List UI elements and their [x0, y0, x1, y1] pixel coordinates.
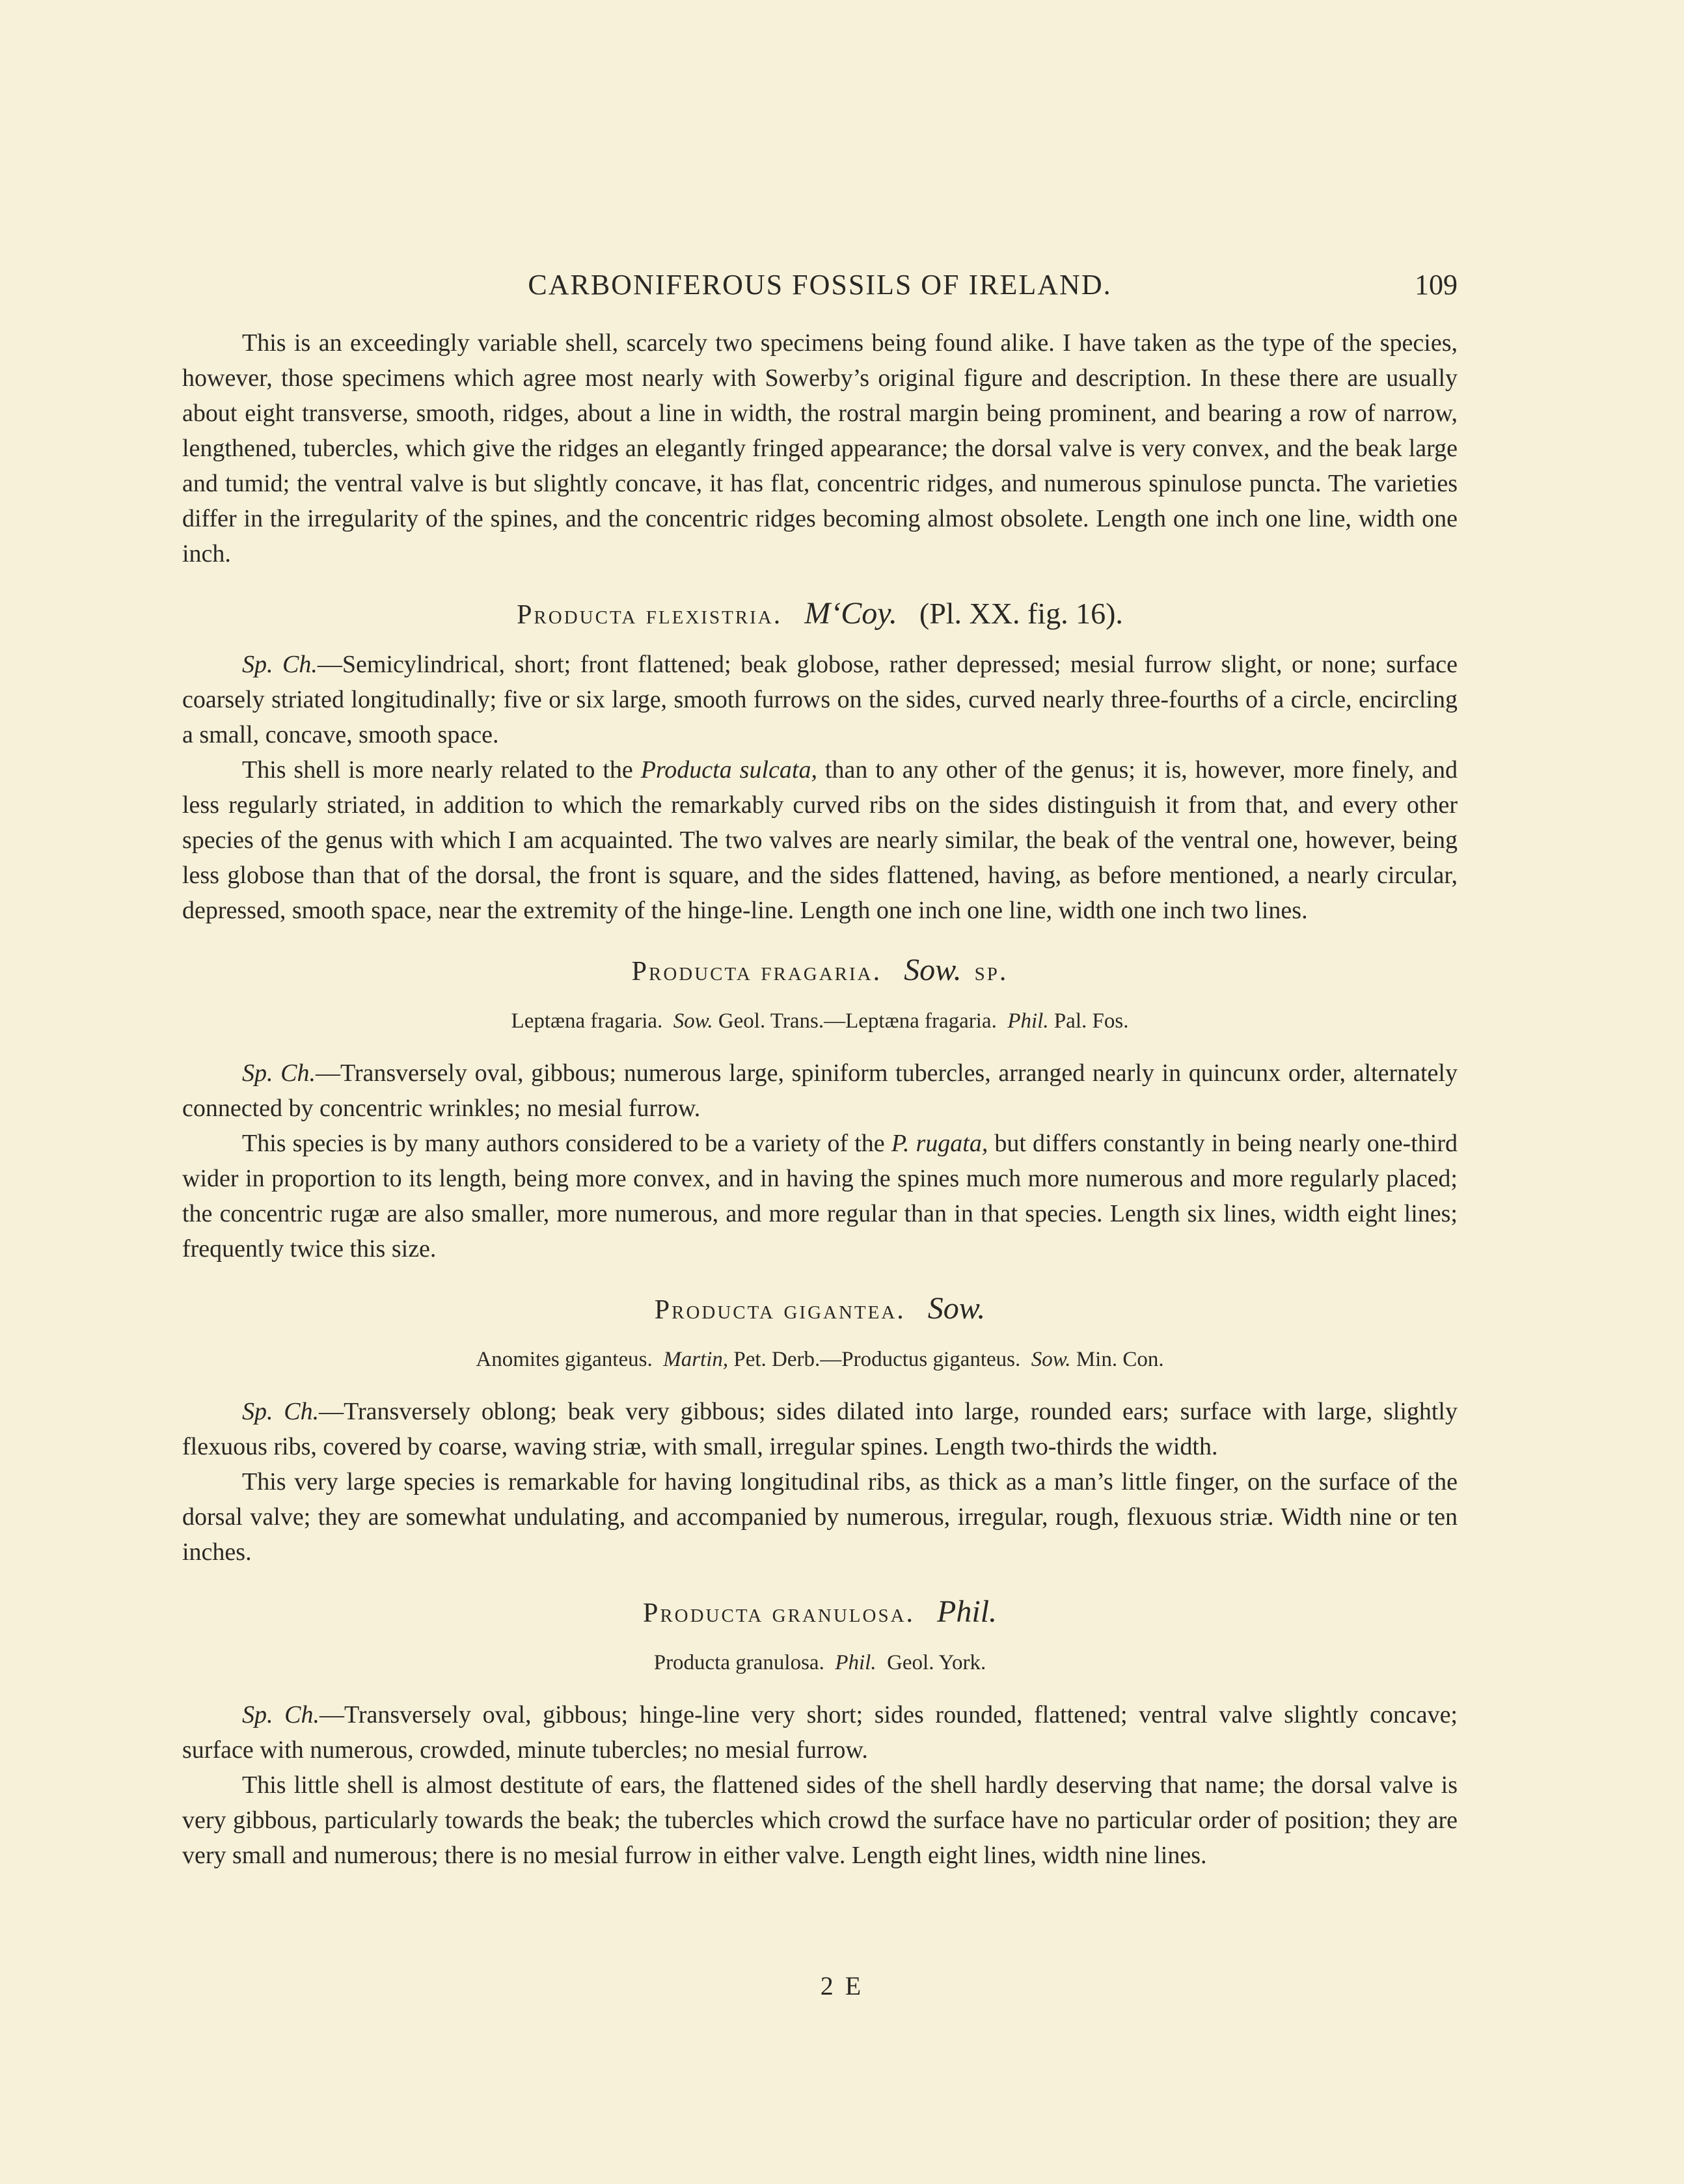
plate-reference: (Pl. XX. fig. 16).	[919, 597, 1123, 630]
species-reference: Producta sulcata,	[640, 756, 817, 784]
synonym-author: Martin,	[663, 1348, 729, 1371]
sp-ch-label: Sp. Ch.	[242, 651, 318, 678]
species-author: Phil.	[937, 1594, 998, 1629]
sp-ch-text: —Transversely oval, gibbous; numerous large, spiniform tubercles, arranged nearly in quincunx order, alternately connected by concentric wrinkles; no mesial furrow.	[182, 1059, 1458, 1122]
specific-character-granulosa	[182, 1697, 1458, 1768]
sp-ch-label: Sp. Ch.	[242, 1701, 319, 1728]
synonym: Pet. Derb.—Productus giganteus.	[733, 1348, 1021, 1371]
synonym-author: Phil.	[835, 1651, 876, 1674]
synonym: Leptæna fragaria.	[511, 1009, 663, 1033]
intro-paragraph: This is an exceedingly variable shell, scarcely two specimens being found alike. I have taken as the type of the species, however, those specimens which agree most nearly with Sowerby’s original figure and description. In these there are usually about eight transverse, smooth, ridges, about a line in width, the rostral margin being prominent, and bearing a row of narrow, lengthened, tubercles, which give the ridges an elegantly fringed appearance; the dorsal valve is very convex, and the beak large and tumid; the ventral valve is but slightly concave, it has flat, concentric ridges, and numerous spinulose puncta. The varieties differ in the irregularity of the spines, and the concentric ridges becoming almost obsolete. Length one inch one line, width one inch.	[182, 329, 1458, 567]
sp-ch-label: Sp. Ch.	[242, 1059, 316, 1087]
sp-ch-text: —Transversely oval, gibbous; hinge-line very short; sides rounded, flattened; ventral valve slightly concave; surface with numerous, crowded, minute tubercles; no mesial furrow.	[182, 1701, 1458, 1764]
page-number: 109	[1415, 269, 1458, 301]
description-granulosa: This little shell is almost destitute of ears, the flattened sides of the shell hardly deserving that name; the dorsal valve is very gibbous, particularly towards the beak; the tubercles which crowd the surface have no particular order of position; they are very small and numerous; there is no mesial furrow in either valve. Length eight lines, width nine lines.	[182, 1771, 1458, 1869]
description-text: but differs constantly in being nearly one-third wider in proportion to its length, being more convex, and in having the spines much more numerous and more regularly placed; the concentric rugæ are also smaller, more numerous, and more regular than in that species. Length six lines, width eight lines; frequently twice this size.	[182, 1130, 1458, 1263]
sp-ch-label: Sp. Ch.	[242, 1398, 319, 1425]
species-name: Producta granulosa.	[642, 1598, 916, 1628]
synonym-author: Phil.	[1007, 1009, 1049, 1033]
species-suffix: sp.	[974, 957, 1009, 987]
species-heading-fragaria	[182, 953, 1458, 989]
description-flexistria	[182, 752, 1458, 928]
synonymy-gigantea	[182, 1342, 1458, 1377]
species-heading-flexistria	[182, 596, 1458, 633]
description-text: This species is by many authors considered to be a variety of the	[242, 1130, 891, 1157]
sp-ch-text: —Transversely oblong; beak very gibbous; sides dilated into large, rounded ears; surface with large, slightly flexuous ribs, covered by coarse, waving striæ, with small, irregular spines. Length two-thirds the width.	[182, 1398, 1458, 1460]
synonymy-granulosa	[182, 1645, 1458, 1680]
description-text: than to any other of the genus; it is, however, more finely, and less regularly striated, in addition to which the remarkably curved ribs on the sides distinguish it from that, and every other species of the genus with which I am acquainted. The two valves are nearly similar, the beak of the ventral one, however, being less globose than that of the dorsal, the front is square, and the sides flattened, having, as before mentioned, a nearly circular, depressed, smooth space, near the extremity of the hinge-line. Length one inch one line, width one inch two lines.	[182, 756, 1458, 924]
synonym: Pal. Fos.	[1053, 1009, 1129, 1033]
specific-character-fragaria	[182, 1056, 1458, 1126]
synonym-author: Sow.	[673, 1009, 713, 1033]
species-heading-gigantea	[182, 1291, 1458, 1328]
sp-ch-text: —Semicylindrical, short; front flattened; beak globose, rather depressed; mesial furrow slight, or none; surface coarsely striated longitudinally; five or six large, smooth furrows on the sides, curved nearly three-fourths of a circle, encircling a small, concave, smooth space.	[182, 651, 1458, 748]
synonym: Min. Con.	[1076, 1348, 1164, 1371]
synonymy-fragaria	[182, 1003, 1458, 1039]
species-name: Producta fragaria.	[631, 957, 882, 987]
species-author: Sow.	[927, 1291, 986, 1326]
synonym: Geol. Trans.—Leptæna fragaria.	[718, 1009, 997, 1033]
description-fragaria	[182, 1126, 1458, 1266]
specific-character-gigantea	[182, 1394, 1458, 1464]
running-title: CARBONIFEROUS FOSSILS OF IRELAND.	[528, 269, 1112, 301]
species-author: Sow.	[904, 953, 962, 987]
synonym: Producta granulosa.	[653, 1651, 824, 1674]
page-body	[182, 325, 1458, 1873]
synonym-author: Sow.	[1031, 1348, 1071, 1371]
species-author: M‘Coy.	[804, 596, 897, 631]
page-header	[182, 268, 1458, 307]
specific-character-flexistria	[182, 647, 1458, 752]
species-heading-granulosa	[182, 1594, 1458, 1631]
description-text: This shell is more nearly related to the	[242, 756, 641, 784]
signature-mark: 2 E	[820, 1971, 864, 2000]
species-reference: P. rugata,	[891, 1130, 988, 1157]
species-name: Producta gigantea.	[654, 1295, 906, 1325]
synonym: Anomites giganteus.	[476, 1348, 653, 1371]
species-name: Producta flexistria.	[517, 600, 783, 630]
synonym: Geol. York.	[887, 1651, 986, 1674]
description-gigantea: This very large species is remarkable for having longitudinal ribs, as thick as a man’s little finger, on the surface of the dorsal valve; they are somewhat undulating, and accompanied by numerous, irregular, rough, flexuous striæ. Width nine or ten inches.	[182, 1468, 1458, 1566]
